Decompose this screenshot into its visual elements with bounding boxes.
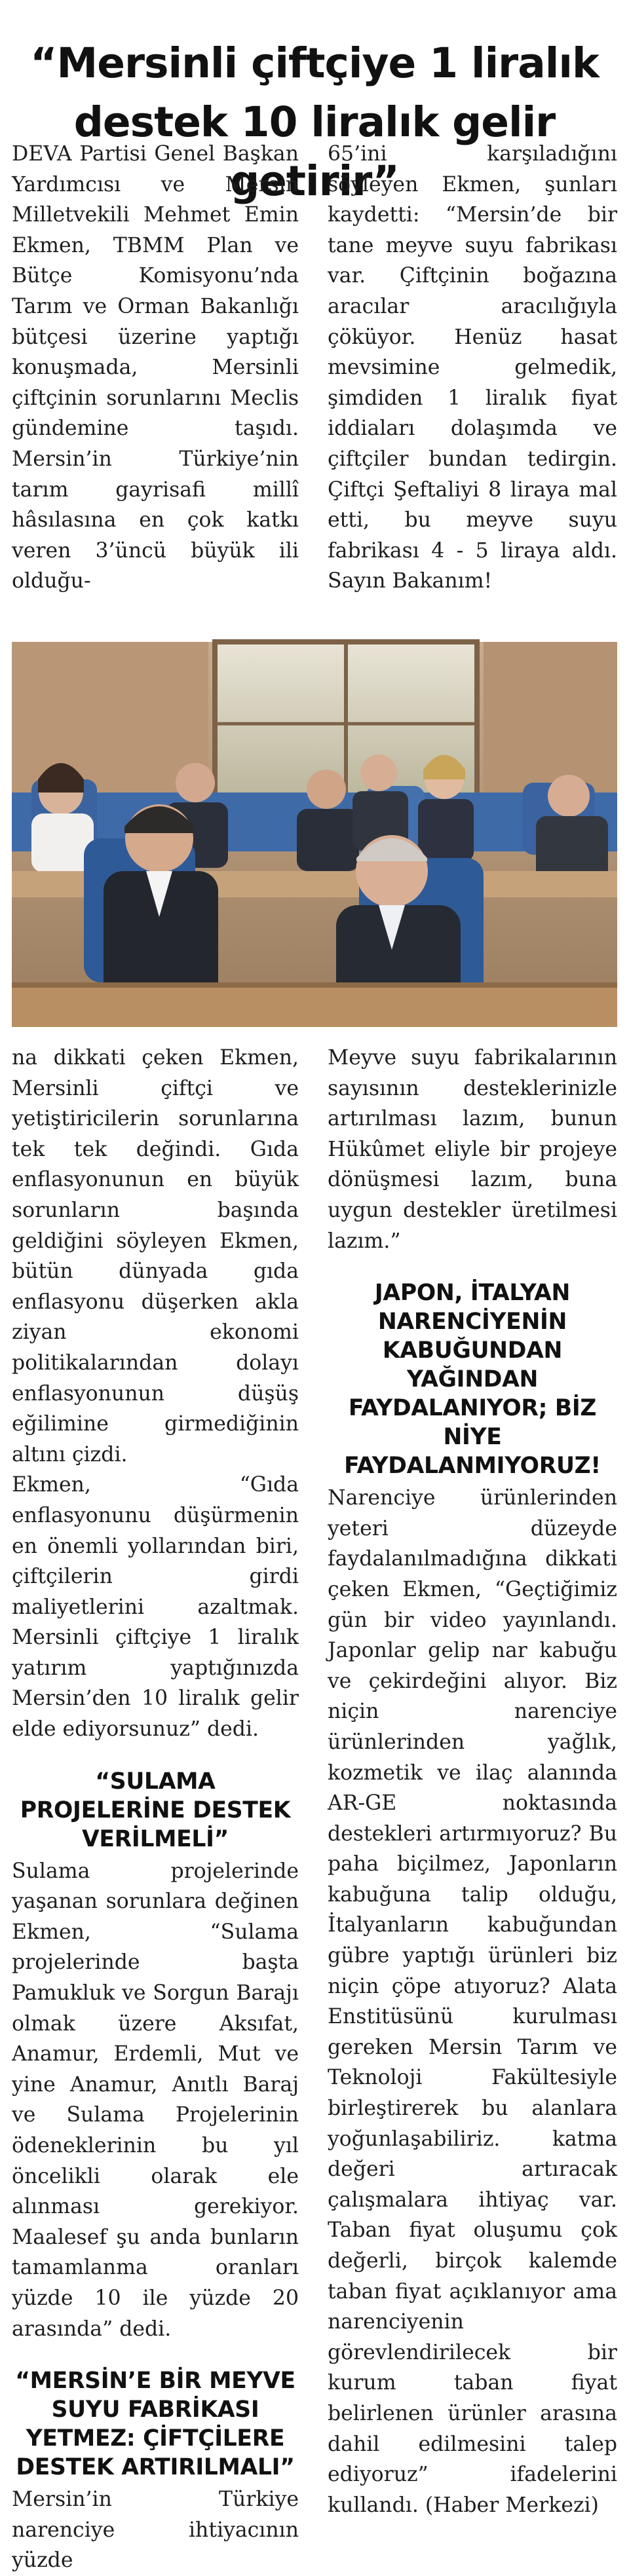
bottom-left-paragraph-1: na dikkati çeken Ekmen, Mersinli çiftçi ve yetiştiricilerin sorunlarına tek tek değindi. Gıda enflasyonunun en büyük sorunların başında geldiğini söyleyen Ekmen, bütün dünyada gıda enflasyonu düşerken akla ziyan ekonomi politikalarından dolayı enflasyonunun düşüş eğilimine girmediğinin altını çizdi.	[12, 1046, 299, 1466]
bottom-left-paragraph-2: Ekmen, “Gıda enflasyonunu düşürmenin en önemli yollarından biri, çiftçilerin girdi maliyetlerini azaltmak. Mersinli çiftçiye 1 liralık yatırım yaptığınızda Mersin’den 10 liralık gelir elde ediyorsunuz” dedi.	[12, 1473, 299, 1742]
subheading-sulama: “SULAMA PROJELERİNE DESTEK VERİLMELİ”	[20, 1768, 291, 1852]
top-left-column	[12, 139, 299, 630]
subheading-meyve-suyu: “MERSİN’E BİR MEYVE SUYU FABRİKASI YETMEZ: ÇİFTÇİLERE DESTEK ARTIRILMALI”	[15, 2368, 295, 2481]
bottom-left-paragraph-4: Mersin’in Türkiye narenciye ihtiyacının yüzde	[12, 2488, 299, 2573]
top-right-column	[328, 139, 617, 630]
bottom-right-paragraph-2: Narenciye ürünlerinden yeteri düzeyde faydalanılmadığına dikkati çeken Ekmen, “Geçtiğimiz gün bir video yayınlandı. Japonlar gelip nar kabuğu ve çekirdeğini alıyor. Biz niçin narenciye ürünlerinden yağlık, kozmetik ve ilaç alanında AR-GE noktasında destekleri artırmıyoruz? Bu paha biçilmez, Japonların kabuğuna talip olduğu, İtalyanların kabuğundan gübre yaptığı ürünleri biz niçin çöpe atıyoruz? Alata Enstitüsünü kurulması gereken Mersin Tarım ve Teknoloji Fakültesiyle birleştirerek bu alanlara yoğunlaşabiliriz. katma değeri artıracak çalışmalara ihtiyaç var. Taban fiyat oluşumu çok değerli, birçok kalemde taban fiyat açıklanıyor ama narenciyenin görevlendirilecek bir kurum taban fiyat belirlenen ürünler arasına dahil edilmesini talep ediyoruz” ifadelerini kullandı. (Haber Merkezi)	[328, 1486, 617, 2517]
parliament-committee-photo	[12, 642, 617, 1027]
bottom-right-paragraph-1: Meyve suyu fabrikalarının sayısının desteklerinizle artırılması lazım, bunun Hükûmet eliyle bir projeye dönüşmesi lazım, buna uygun destekler üretilmesi lazım.”	[328, 1046, 617, 1253]
bottom-left-paragraph-3: Sulama projelerinde yaşanan sorunlara değinen Ekmen, “Sulama projelerinde başta Pamukluk ve Sorgun Barajı olmak üzere Aksıfat, Anamur, Erdemli, Mut ve yine Anamur, Anıtlı Baraj ve Sulama Projelerinin ödeneklerinin bu yıl öncelikli olarak ele alınması gerekiyor. Maalesef şu anda bunların tamamlanma oranları yüzde 10 ile yüzde 20 arasında” dedi.	[12, 1859, 299, 2341]
top-left-paragraph: DEVA Partisi Genel Başkan Yardımcısı ve Mersin Milletvekili Mehmet Emin Ekmen, TBMM Plan ve Bütçe Komisyonu’nda Tarım ve Orman Bakanlığı bütçesi üzerine yaptığı konuşmada, Mersinli çiftçinin sorunlarını Meclis gündemine taşıdı. Mersin’in Türkiye’nin tarım gayrisafi millî hâsılasına en çok katkı veren 3’üncü büyük ili olduğu-	[12, 142, 299, 593]
top-right-paragraph: 65’ini karşıladığını söyleyen Ekmen, şunları kaydetti: “Mersin’de bir tane meyve suyu fabrikası var. Çiftçinin boğazına aracılar aracılığıyla çöküyor. Henüz hasat mevsimine gelmedik, şimdiden 1 liralık fiyat iddiaları dolaşımda ve çiftçiler bundan tedirgin. Çiftçi Şeftaliyi 8 liraya mal etti, bu meyve suyu fabrikası 4 - 5 liraya aldı. Sayın Bakanım!	[328, 142, 617, 593]
subheading-japon-italyan: JAPON, İTALYAN NARENCİYENİN KABUĞUNDAN YAĞINDAN FAYDALANIYOR; BİZ NİYE FAYDALANMIYORUZ!	[344, 1280, 601, 1480]
headline-line-1: “Mersinli çiftçiye 1 liralık	[30, 39, 599, 88]
bottom-right-column	[328, 1043, 617, 2556]
headline-line-2: destek 10 liralık gelir getirir”	[73, 98, 556, 206]
bottom-left-column	[12, 1043, 299, 2573]
photo-illustration	[12, 642, 617, 1027]
